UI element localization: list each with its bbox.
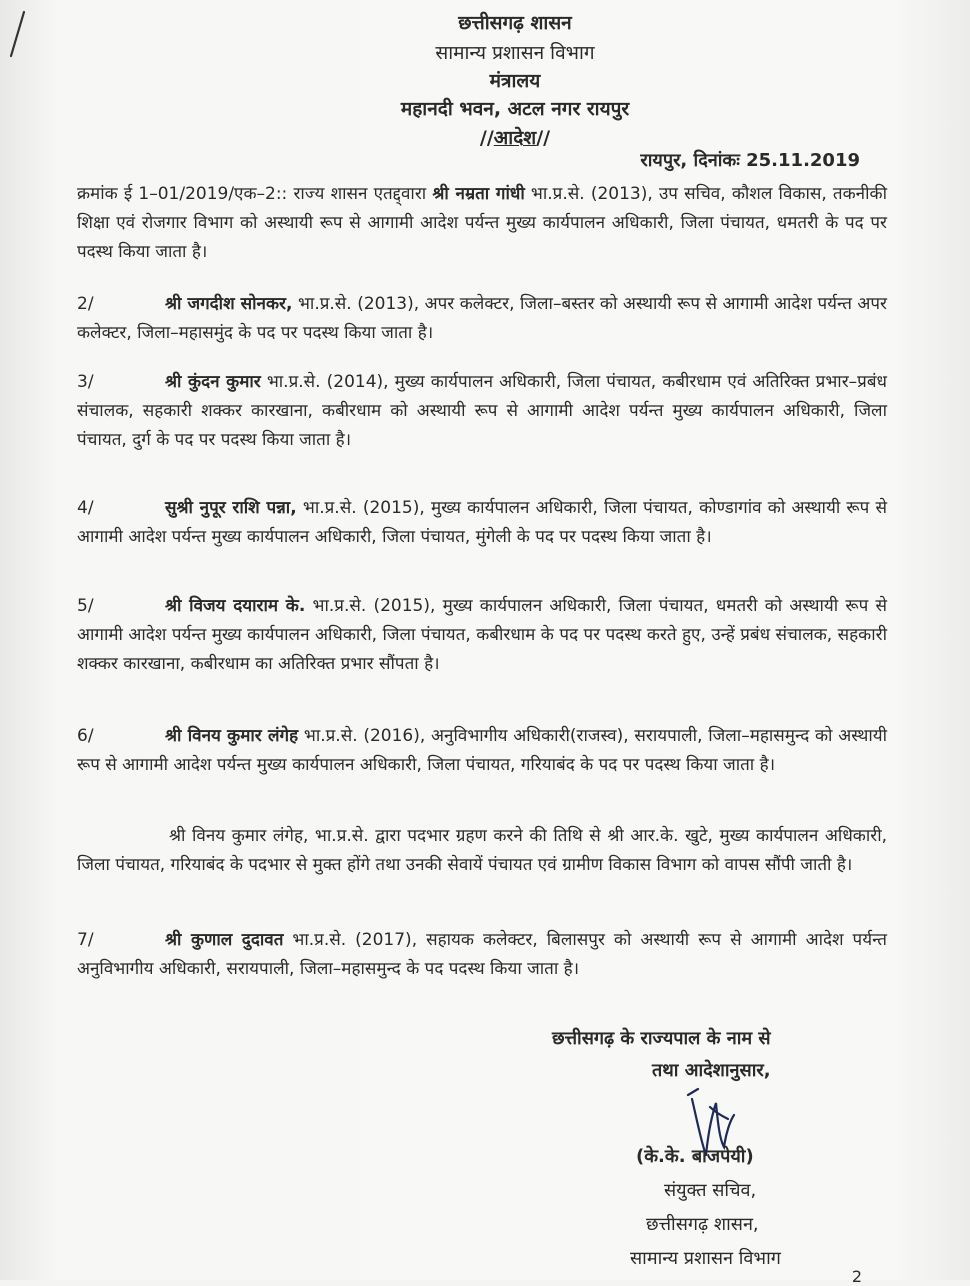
signatory-name: (के.के. बाजपेयी) bbox=[636, 1146, 754, 1167]
paragraph-1 bbox=[77, 180, 887, 267]
signatory-designation: संयुक्त सचिव, bbox=[664, 1180, 757, 1201]
closing-line-1: छत्तीसगढ़ के राज्यपाल के नाम से bbox=[552, 1028, 771, 1049]
signatory-org-2: सामान्य प्रशासन विभाग bbox=[630, 1248, 781, 1269]
header-department: सामान्य प्रशासन विभाग bbox=[435, 42, 595, 64]
order-suffix: // bbox=[536, 127, 551, 149]
paragraph-text: भा.प्र.से. (2016), अनुविभागीय अधिकारी(राजस्व), सरायपाली, जिला–महासमुन्द को अस्थायी रूप से आगामी आदेश पर्यन्त मुख्य कार्यपालन अधिकारी, जिला पंचायत, गरियाबंद के पद पर पदस्थ किया जाता है। bbox=[77, 726, 887, 775]
closing-line-2: तथा आदेशानुसार, bbox=[652, 1060, 771, 1081]
order-reference: क्रमांक ई 1–01/2019/एक–2:: राज्य शासन एतद्द्वारा bbox=[77, 184, 433, 204]
header-ministry: मंत्रालय bbox=[489, 70, 541, 92]
paragraph-text: भा.प्र.से. (2014), मुख्य कार्यपालन अधिकारी, जिला पंचायत, कबीरधाम एवं अतिरिक्त प्रभार–प्रबंध संचालक, सहकारी शक्कर कारखाना, कबीरधाम को अस्थायी रूप से आगामी आदेश पर्यन्त मुख्य कार्यपालन अधिकारी, जिला पंचायत, दुर्ग के पद पर पदस्थ किया जाता है। bbox=[77, 372, 887, 450]
dateline: रायपुर, दिनांकः 25.11.2019 bbox=[640, 150, 860, 171]
officer-name: श्री विनय कुमार लंगेह bbox=[165, 726, 299, 746]
paragraph-6 bbox=[77, 722, 887, 780]
header-government: छत्तीसगढ़ शासन bbox=[458, 12, 572, 34]
officer-name: श्री विजय दयाराम के. bbox=[165, 596, 306, 616]
order-prefix: // bbox=[479, 127, 494, 149]
paragraph-number: 2/ bbox=[77, 294, 94, 314]
paragraph-number: 3/ bbox=[77, 372, 94, 392]
paragraph-number: 7/ bbox=[77, 930, 94, 950]
paragraph-3 bbox=[77, 368, 887, 455]
paragraph-text: भा.प्र.से. (2013), उप सचिव, कौशल विकास, तकनीकी शिक्षा एवं रोजगार विभाग को अस्थायी रूप से आगामी आदेश पर्यन्त मुख्य कार्यपालन अधिकारी, जिला पंचायत, धमतरी के पद पर पदस्थ किया जाता है। bbox=[77, 184, 887, 262]
paragraph-number: 6/ bbox=[77, 726, 94, 746]
paragraph-text: भा.प्र.से. (2013), अपर कलेक्टर, जिला–बस्तर को अस्थायी रूप से आगामी आदेश पर्यन्त अपर कलेक्टर, जिला–महासमुंद के पद पर पदस्थ किया जाता है। bbox=[77, 294, 887, 343]
officer-name: श्री जगदीश सोनकर, bbox=[165, 294, 293, 314]
paragraph-number: 5/ bbox=[77, 596, 94, 616]
paragraph-text: श्री विनय कुमार लंगेह, भा.प्र.से. द्वारा पदभार ग्रहण करने की तिथि से श्री आर.के. खुटे, मुख्य कार्यपालन अधिकारी, जिला पंचायत, गरियाबंद के पदभार से मुक्त होंगे तथा उनकी सेवायें पंचायत एवं ग्रामीण विकास विभाग को वापस सौंपी जाती है। bbox=[77, 826, 887, 875]
officer-name: श्री नम्रता गांधी bbox=[432, 184, 525, 204]
paragraph-5 bbox=[77, 592, 887, 679]
signatory-block bbox=[630, 1140, 866, 1276]
officer-name: सुश्री नुपूर राशि पन्ना, bbox=[165, 498, 297, 518]
paragraph-text: भा.प्र.से. (2017), सहायक कलेक्टर, बिलासपुर को अस्थायी रूप से आगामी आदेश पर्यन्त अनुविभागीय अधिकारी, सरायपाली, जिला–महासमुन्द के पद पदस्थ किया जाता है। bbox=[77, 930, 887, 979]
paragraph-6-relief-note bbox=[77, 822, 887, 880]
paragraph-4 bbox=[77, 494, 887, 552]
officer-name: श्री कुंदन कुमार bbox=[165, 372, 261, 392]
handwritten-slash-mark bbox=[6, 10, 28, 60]
paragraph-7 bbox=[77, 926, 887, 984]
officer-name: श्री कुणाल दुदावत bbox=[165, 930, 284, 950]
signatory-org-1: छत्तीसगढ़ शासन, bbox=[646, 1214, 759, 1235]
page-corner-number: 2 bbox=[851, 1267, 862, 1286]
paragraph-number: 4/ bbox=[77, 498, 94, 518]
paragraph-2 bbox=[77, 290, 887, 348]
paragraph-text: भा.प्र.से. (2015), मुख्य कार्यपालन अधिकारी, जिला पंचायत, कोण्डागांव को अस्थायी रूप से आगामी आदेश पर्यन्त मुख्य कार्यपालन अधिकारी, जिला पंचायत, मुंगेली के पद पर पदस्थ किया जाता है। bbox=[77, 498, 887, 547]
paragraph-text: भा.प्र.से. (2015), मुख्य कार्यपालन अधिकारी, जिला पंचायत, धमतरी को अस्थायी रूप से आगामी आदेश पर्यन्त मुख्य कार्यपालन अधिकारी, जिला पंचायत, कबीरधाम के पद पर पदस्थ करते हुए, उन्हें प्रबंध संचालक, सहकारी शक्कर कारखाना, कबीरधाम का अतिरिक्त प्रभार सौंपता है। bbox=[77, 596, 887, 674]
order-word: आदेश bbox=[493, 127, 537, 149]
header-address: महानदी भवन, अटल नगर रायपुर bbox=[400, 98, 630, 120]
